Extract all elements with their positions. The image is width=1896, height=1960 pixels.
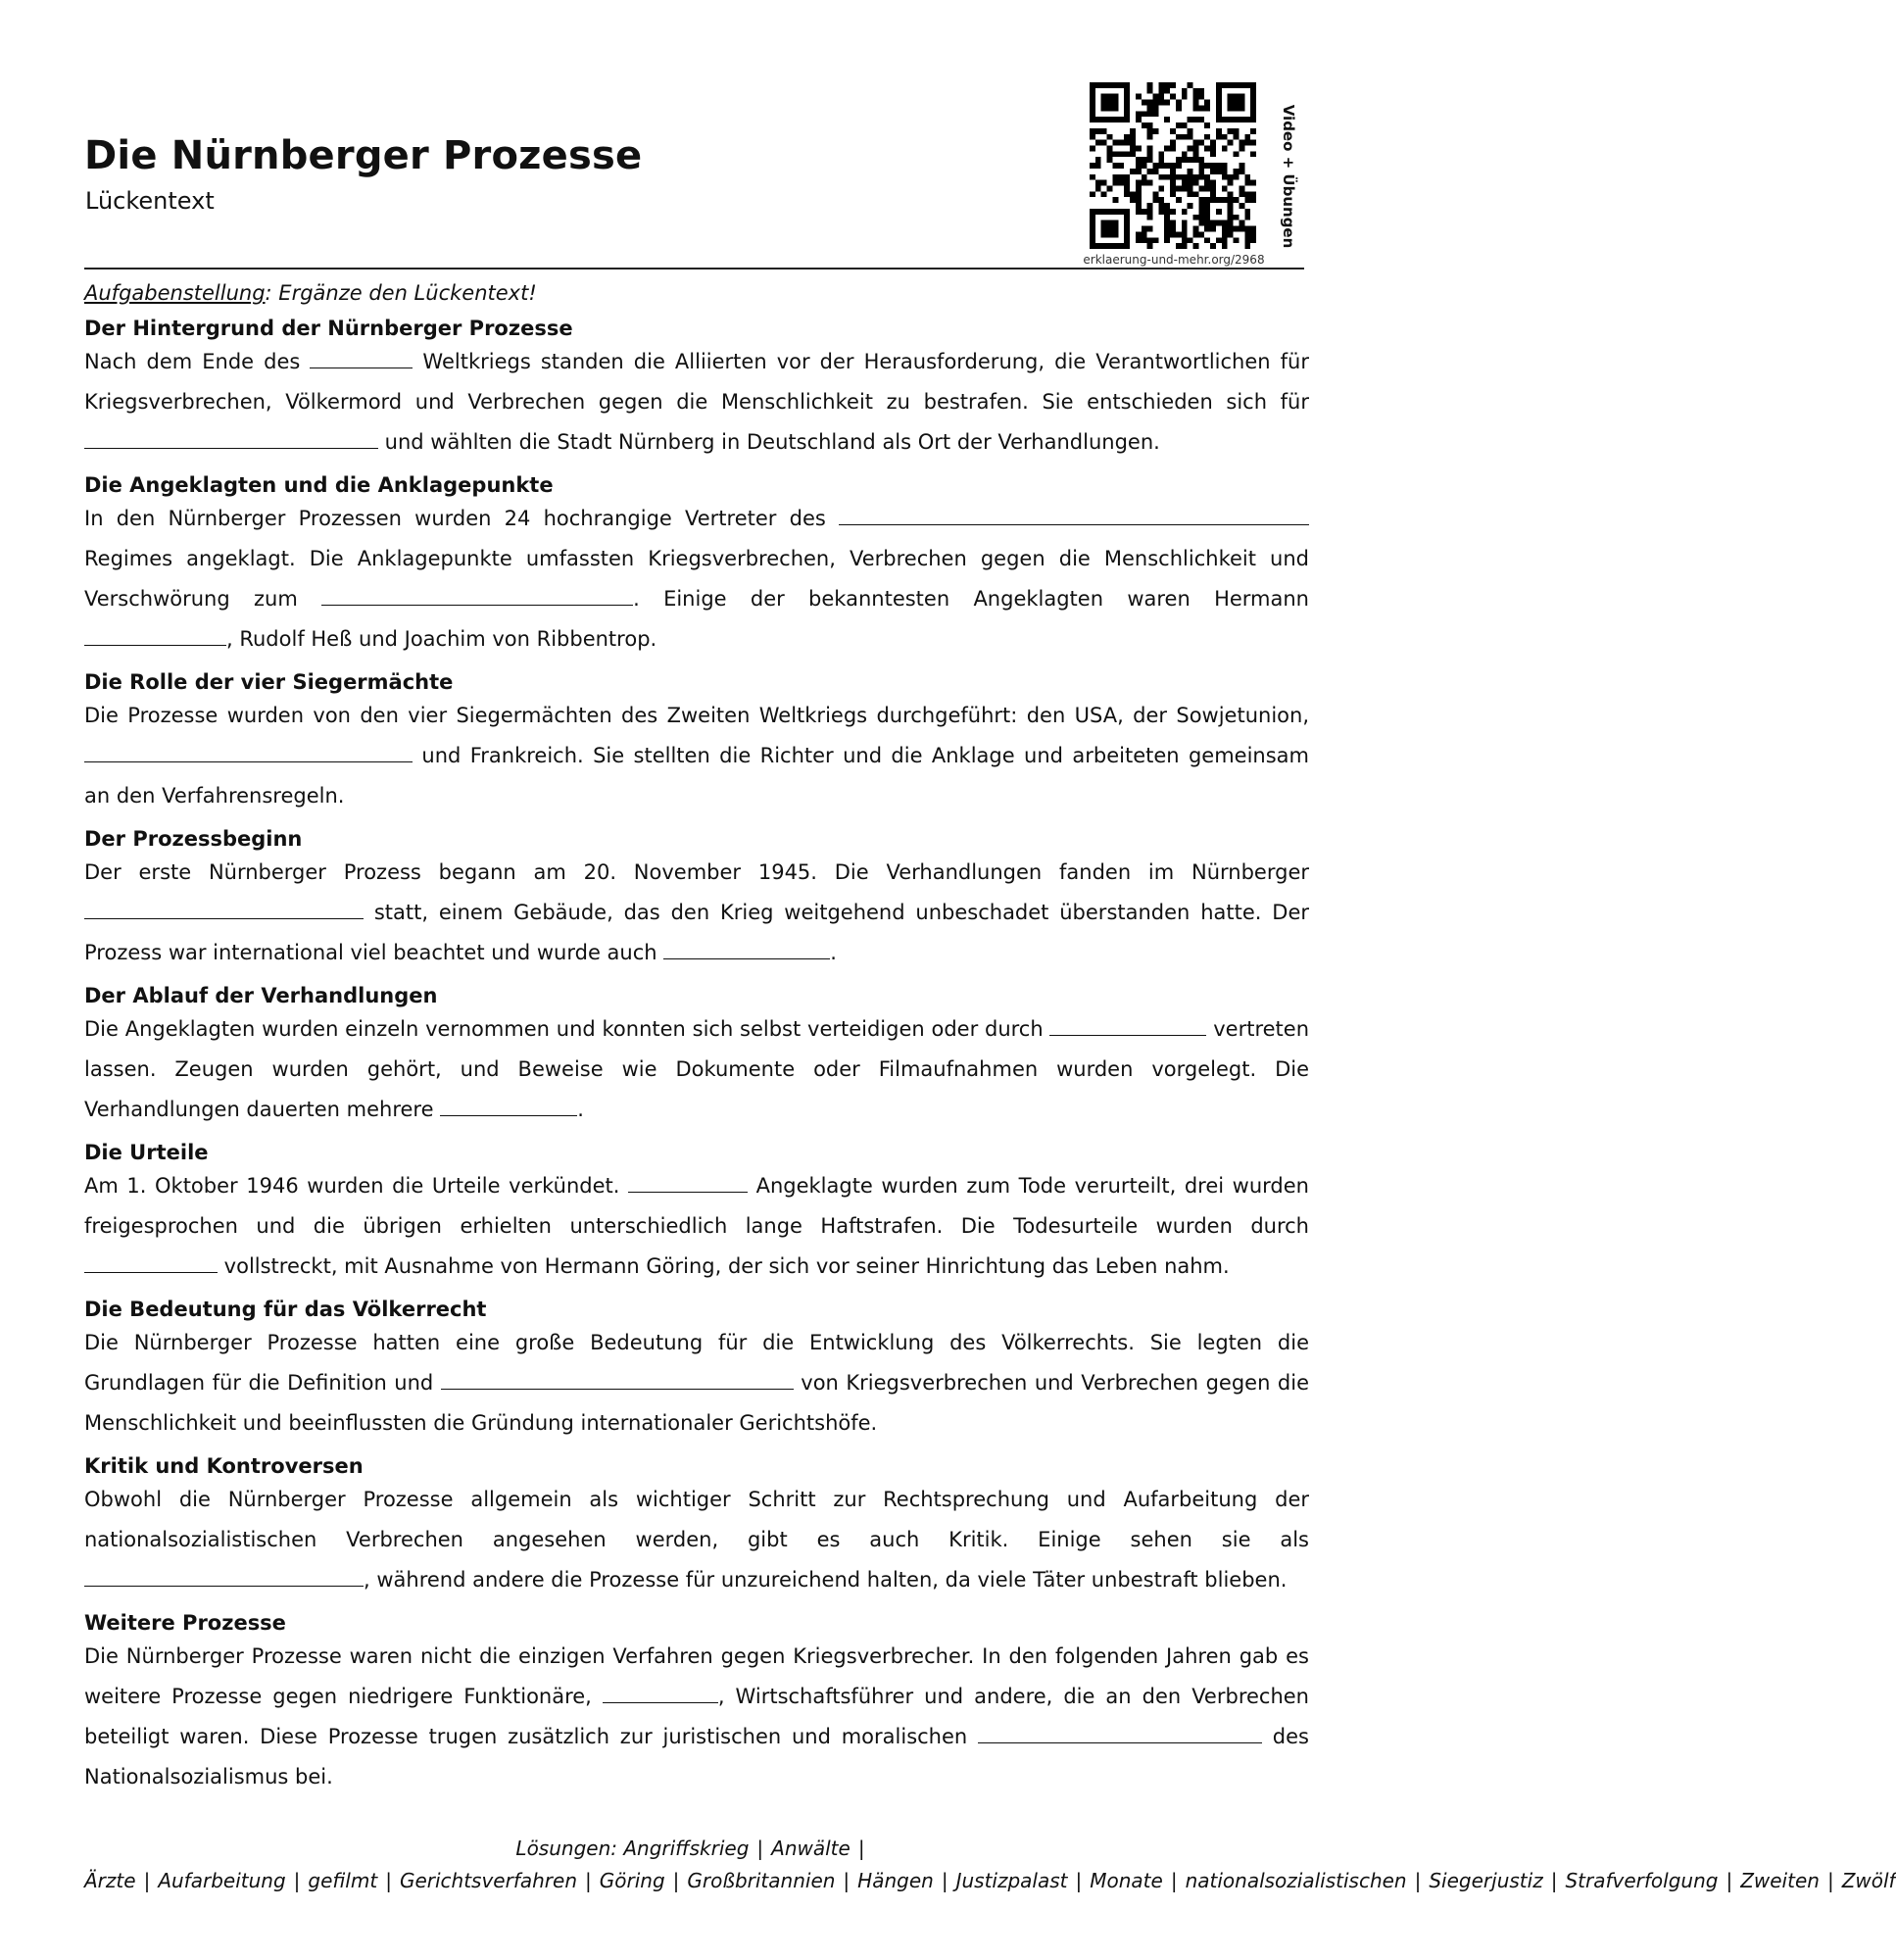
fill-in-blank[interactable] [84, 625, 226, 646]
section-heading: Die Urteile [84, 1141, 209, 1164]
page-subtitle: Lückentext [85, 187, 215, 215]
solution-word: Hängen [857, 1869, 934, 1892]
section-text: Die Nürnberger Prozesse waren nicht die einzigen Verfahren gegen Kriegsverbrecher. In den folgenden Jahren gab es weitere Prozesse gegen niedrigere Funktionäre, , Wirtschaftsführer und andere, die an den Verbrechen beteiligt waren. Diese Prozesse trugen zusätzlich zur juristischen und moralischen des Nationalsozialismus bei. [84, 1644, 1309, 1788]
section [84, 1140, 1309, 1287]
solution-word: Aufarbeitung [158, 1869, 286, 1892]
solution-word: Monate [1090, 1869, 1163, 1892]
qr-code[interactable] [1090, 82, 1256, 253]
worksheet-body [84, 278, 1309, 1807]
fill-in-blank[interactable] [84, 1252, 218, 1273]
section-heading: Die Bedeutung für das Völkerrecht [84, 1298, 487, 1321]
section-heading: Die Rolle der vier Siegermächte [84, 670, 454, 694]
solution-separator: | [585, 1869, 592, 1892]
task-label: Aufgabenstellung [84, 281, 266, 305]
fill-in-blank[interactable] [1049, 1015, 1206, 1036]
solution-separator: | [857, 1837, 865, 1860]
page-title: Die Nürnberger Prozesse [84, 133, 643, 178]
section-heading: Kritik und Kontroversen [84, 1454, 364, 1478]
qr-caption: erklaerung-und-mehr.org/2968 [1083, 253, 1265, 267]
section [84, 983, 1309, 1130]
fill-in-blank[interactable] [84, 1566, 364, 1587]
fill-in-blank[interactable] [84, 899, 364, 919]
solution-word: Siegerjustiz [1429, 1869, 1543, 1892]
solution-separator: | [756, 1837, 764, 1860]
section-text: Der erste Nürnberger Prozess begann am 20. November 1945. Die Verhandlungen fanden im Nürnberger statt, einem Gebäude, das den Krieg weitgehend unbeschadet überstanden hatte. Der Prozess war international viel beachtet und wurde auch . [84, 860, 1309, 964]
video-exercises-text: Video + Übungen [1280, 104, 1297, 249]
video-exercises-label [1274, 98, 1303, 255]
section-text: Die Prozesse wurden von den vier Siegermächten des Zweiten Weltkriegs durchgeführt: den USA, der Sowjetunion, und Frankreich. Sie stellten die Richter und die Anklage und arbeiteten gemeinsam an den Verfahrensregeln. [84, 704, 1309, 808]
solution-word: Strafverfolgung [1565, 1869, 1719, 1892]
solution-separator: | [1414, 1869, 1422, 1892]
task-instruction [84, 278, 1309, 308]
header-divider [84, 268, 1304, 270]
section [84, 1297, 1309, 1444]
section-text: In den Nürnberger Prozessen wurden 24 hochrangige Vertreter des Regimes angeklagt. Die Anklagepunkte umfassten Kriegsverbrechen, Verbrechen gegen die Menschlichkeit und Verschwörung zum . Einige der bekanntesten Angeklagten waren Hermann , Rudolf Heß und Joachim von Ribbentrop. [84, 507, 1309, 651]
fill-in-blank[interactable] [441, 1369, 794, 1390]
fill-in-blank[interactable] [663, 939, 830, 959]
fill-in-blank[interactable] [440, 1096, 577, 1116]
fill-in-blank[interactable] [978, 1723, 1262, 1743]
solution-word: nationalsozialistischen [1185, 1869, 1407, 1892]
fill-in-blank[interactable] [628, 1172, 748, 1193]
solution-separator: | [1826, 1869, 1834, 1892]
solution-separator: | [385, 1869, 392, 1892]
section-text: Die Nürnberger Prozesse hatten eine große Bedeutung für die Entwicklung des Völkerrechts. Sie legten die Grundlagen für die Definition und von Kriegsverbrechen und Verbrechen gegen die Menschlichkeit und beeinflussten die Gründung internationaler Gerichtshöfe. [84, 1331, 1309, 1435]
solution-word: Justizpalast [955, 1869, 1068, 1892]
section-heading: Die Angeklagten und die Anklagepunkte [84, 473, 554, 497]
section [84, 669, 1309, 816]
solution-separator: | [1726, 1869, 1733, 1892]
solution-separator: | [1075, 1869, 1083, 1892]
fill-in-blank[interactable] [84, 742, 413, 762]
solution-separator: | [1170, 1869, 1178, 1892]
section-heading: Der Prozessbeginn [84, 827, 303, 851]
section [84, 1610, 1309, 1797]
fill-in-blank[interactable] [839, 505, 1309, 525]
section [84, 1453, 1309, 1600]
solution-word: Großbritannien [687, 1869, 836, 1892]
section-text: Am 1. Oktober 1946 wurden die Urteile verkündet. Angeklagte wurden zum Tode verurteilt, drei wurden freigesprochen und die übrigen erhielten unterschiedlich lange Haftstrafen. Die Todesurteile wurden durch vollstreckt, mit Ausnahme von Hermann Göring, der sich vor seiner Hinrichtung das Leben nahm. [84, 1174, 1309, 1278]
solution-word: Angriffskrieg [623, 1837, 750, 1860]
solution-separator: | [143, 1869, 151, 1892]
section-list [84, 316, 1309, 1797]
fill-in-blank[interactable] [84, 428, 378, 449]
solution-word: Gerichtsverfahren [399, 1869, 578, 1892]
fill-in-blank[interactable] [310, 348, 413, 368]
section [84, 316, 1309, 463]
section-text: Nach dem Ende des Weltkriegs standen die Alliierten vor der Herausforderung, die Verantwortlichen für Kriegsverbrechen, Völkermord und Verbrechen gegen die Menschlichkeit zu bestrafen. Sie entschieden sich für und wählten die Stadt Nürnberg in Deutschland als Ort der Verhandlungen. [84, 350, 1309, 454]
solutions-label: Lösungen: [515, 1837, 624, 1860]
solution-word: Anwälte [771, 1837, 851, 1860]
solution-word: Göring [599, 1869, 665, 1892]
task-text: : Ergänze den Lückentext! [265, 281, 537, 305]
section-text: Obwohl die Nürnberger Prozesse allgemein als wichtiger Schritt zur Rechtsprechung und Aufarbeitung der nationalsozialistischen Verbrechen angesehen werden, gibt es auch Kritik. Einige sehen sie als , während andere die Prozesse für unzureichend halten, da viele Täter unbestraft blieben. [84, 1488, 1309, 1592]
section-text: Die Angeklagten wurden einzeln vernommen und konnten sich selbst verteidigen oder durch vertreten lassen. Zeugen wurden gehört, und Beweise wie Dokumente oder Filmaufnahmen wurden vorgelegt. Die Verhandlungen dauerten mehrere . [84, 1017, 1310, 1121]
solution-word: Zweiten [1740, 1869, 1820, 1892]
section [84, 826, 1309, 973]
solution-word: gefilmt [308, 1869, 378, 1892]
solution-separator: | [672, 1869, 680, 1892]
solution-separator: | [941, 1869, 948, 1892]
section-heading: Der Ablauf der Verhandlungen [84, 984, 438, 1007]
section [84, 472, 1309, 660]
solution-word: Zwölf [1841, 1869, 1896, 1892]
solution-separator: | [1550, 1869, 1558, 1892]
section-heading: Weitere Prozesse [84, 1611, 286, 1635]
solution-separator: | [293, 1869, 301, 1892]
section-heading: Der Hintergrund der Nürnberger Prozesse [84, 317, 573, 340]
solutions-box [84, 1833, 1896, 1897]
solution-separator: | [843, 1869, 851, 1892]
fill-in-blank[interactable] [321, 585, 633, 606]
solution-word: Ärzte [84, 1869, 136, 1892]
fill-in-blank[interactable] [603, 1683, 718, 1703]
